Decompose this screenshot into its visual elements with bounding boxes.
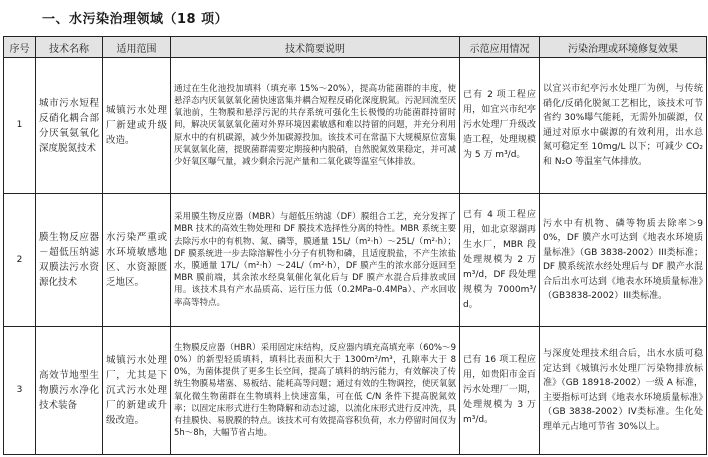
row-scope: 水污染严重或水环境敏感地区、水资源匮乏地区。 — [103, 194, 171, 327]
header-effect: 污染治理或环境修复效果 — [540, 37, 707, 58]
header-tech-name: 技术名称 — [36, 37, 103, 58]
section-title: 一、水污染治理领域（18 项） — [42, 12, 229, 27]
row-demo: 已有 4 项工程应用，如北京翠湖再生水厂，MBR 段处理规模为 2 万 m³/d，DF 段处理规模为 7000m³/d。 — [460, 194, 540, 327]
row-demo: 已有 2 项工程应用，如宜兴市纪亭污水处理厂升级改造工程，处理规模为 5 万 m³/d。 — [460, 58, 540, 194]
row-tech-name: 高效节地型生物膜污水净化技术装备 — [36, 327, 103, 455]
row-demo: 已有 16 项工程应用，如贵阳市金百污水处理厂一期，处理规模为 3 万 m³/d。 — [460, 327, 540, 455]
header-row — [4, 37, 707, 58]
table-row — [4, 58, 707, 194]
row-seq: 1 — [4, 58, 36, 194]
header-seq: 序号 — [4, 37, 36, 58]
technology-table — [3, 36, 707, 455]
table-row — [4, 194, 707, 327]
header-demo: 示范应用情况 — [460, 37, 540, 58]
row-description: 通过在生化池投加填料（填充率 15%～20%），提高功能菌群的丰度，使悬浮态内厌氧氨氧化菌快速富集并耦合短程反硝化深度脱氮。污泥回流至厌氧池前，生物膜和悬浮污泥的共存系统可强化生长极慢的功能菌群持留时间，解决厌氧氨氧化菌对外界环境因素敏感和难以持留的问题，并充分利用原水中的有机碳源，减少外加碳源投加。该技术可在常温下大规模原位富集厌氧氨氧化菌，提脱菌群需要定期接种内脱硝，自然脱氮效果稳定，并可减少好氧区曝气量，减少剩余污泥产量和二氧化碳等温室气体排放。 — [171, 58, 460, 194]
row-tech-name: 城市污水短程反硝化耦合部分厌氧氨氧化深度脱氮技术 — [36, 58, 103, 194]
row-tech-name: 膜生物反应器－超低压纳滤双膜法污水资源化技术 — [36, 194, 103, 327]
row-effect: 以宜兴市纪亭污水处理厂为例，与传统硝化/反硝化脱氮工艺相比，该技术可节省约 30%曝气能耗，无需外加碳源，仅通过对原水中碳源的有效利用，出水总氮可稳定至 10mg/L 以下；可减少 CO₂ 和 N₂O 等温室气体排放。 — [540, 58, 707, 194]
row-effect: 与深度处理技术组合后，出水水质可稳定达到《城镇污水处理厂污染物排放标准》（GB 18918-2002）一级 A 标准，主要指标可达到《地表水环境质量标准》（GB 3838-2002）IV类标准。生化处理单元占地可节省 30%以上。 — [540, 327, 707, 455]
row-scope: 城镇污水处理厂，尤其是下沉式污水处理厂的新建或升级改造。 — [103, 327, 171, 455]
header-description: 技术简要说明 — [171, 37, 460, 58]
row-description: 采用膜生物反应器（MBR）与超低压纳滤（DF）膜组合工艺，充分发挥了 MBR 技术的高效生物处理和 DF 膜技术选择性分离的特性。MBR 系统主要去除污水中的有机物、氮、磷等，膜通量 15L/（m²·h）～25L/（m²·h）；DF 膜系统进一步去除溶解性小分子有机物和磷，且适度脱盐，不产生浓盐水，膜通量 17L/（m²·h）～24L/（m²·h），DF 膜产生的浓水部分返回至 MBR 膜前端，其余浓水经臭氧催化氧化后与 DF 膜产水混合后排放或回用。该技术具有产水品质高、运行压力低（0.2MPa–0.4MPa）、产水回收率高等特点。 — [171, 194, 460, 327]
row-description: 生物膜反应器（HBR）采用固定床结构，反应器内填充高填充率（60%～90%）的新型轻质填料，填料比表面积大于 1300m²/m³，孔隙率大于 80%，为菌体提供了更多生长空间，提高了填料的纳污能力，有效解决了传统生物膜易堵塞、易板结、能耗高等问题；通过有效的生物调控，使厌氧氨氧化微生物菌群在生物填料上快速富集，可在低 C/N 条件下提高脱氮效率；以固定床形式进行生物降解和动态过滤，以流化床形式进行反冲洗，具有挂膜快、易脱膜的特点。该技术可有效提高容积负荷，水力停留时间仅为 5h～8h，大幅节省占地。 — [171, 327, 460, 455]
row-seq: 2 — [4, 194, 36, 327]
row-scope: 城镇污水处理厂新建或升级改造。 — [103, 58, 171, 194]
row-effect: 污水中有机物、磷等物质去除率＞90%，DF 膜产水可达到《地表水环境质量标准》（GB 3838-2002）III类标准；DF 膜系统浓水经处理后与 DF 膜产水混合后出水可达到《地表水环境质量标准》（GB3838-2002）III类标准。 — [540, 194, 707, 327]
header-scope: 适用范围 — [103, 37, 171, 58]
table-row — [4, 327, 707, 455]
row-seq: 3 — [4, 327, 36, 455]
